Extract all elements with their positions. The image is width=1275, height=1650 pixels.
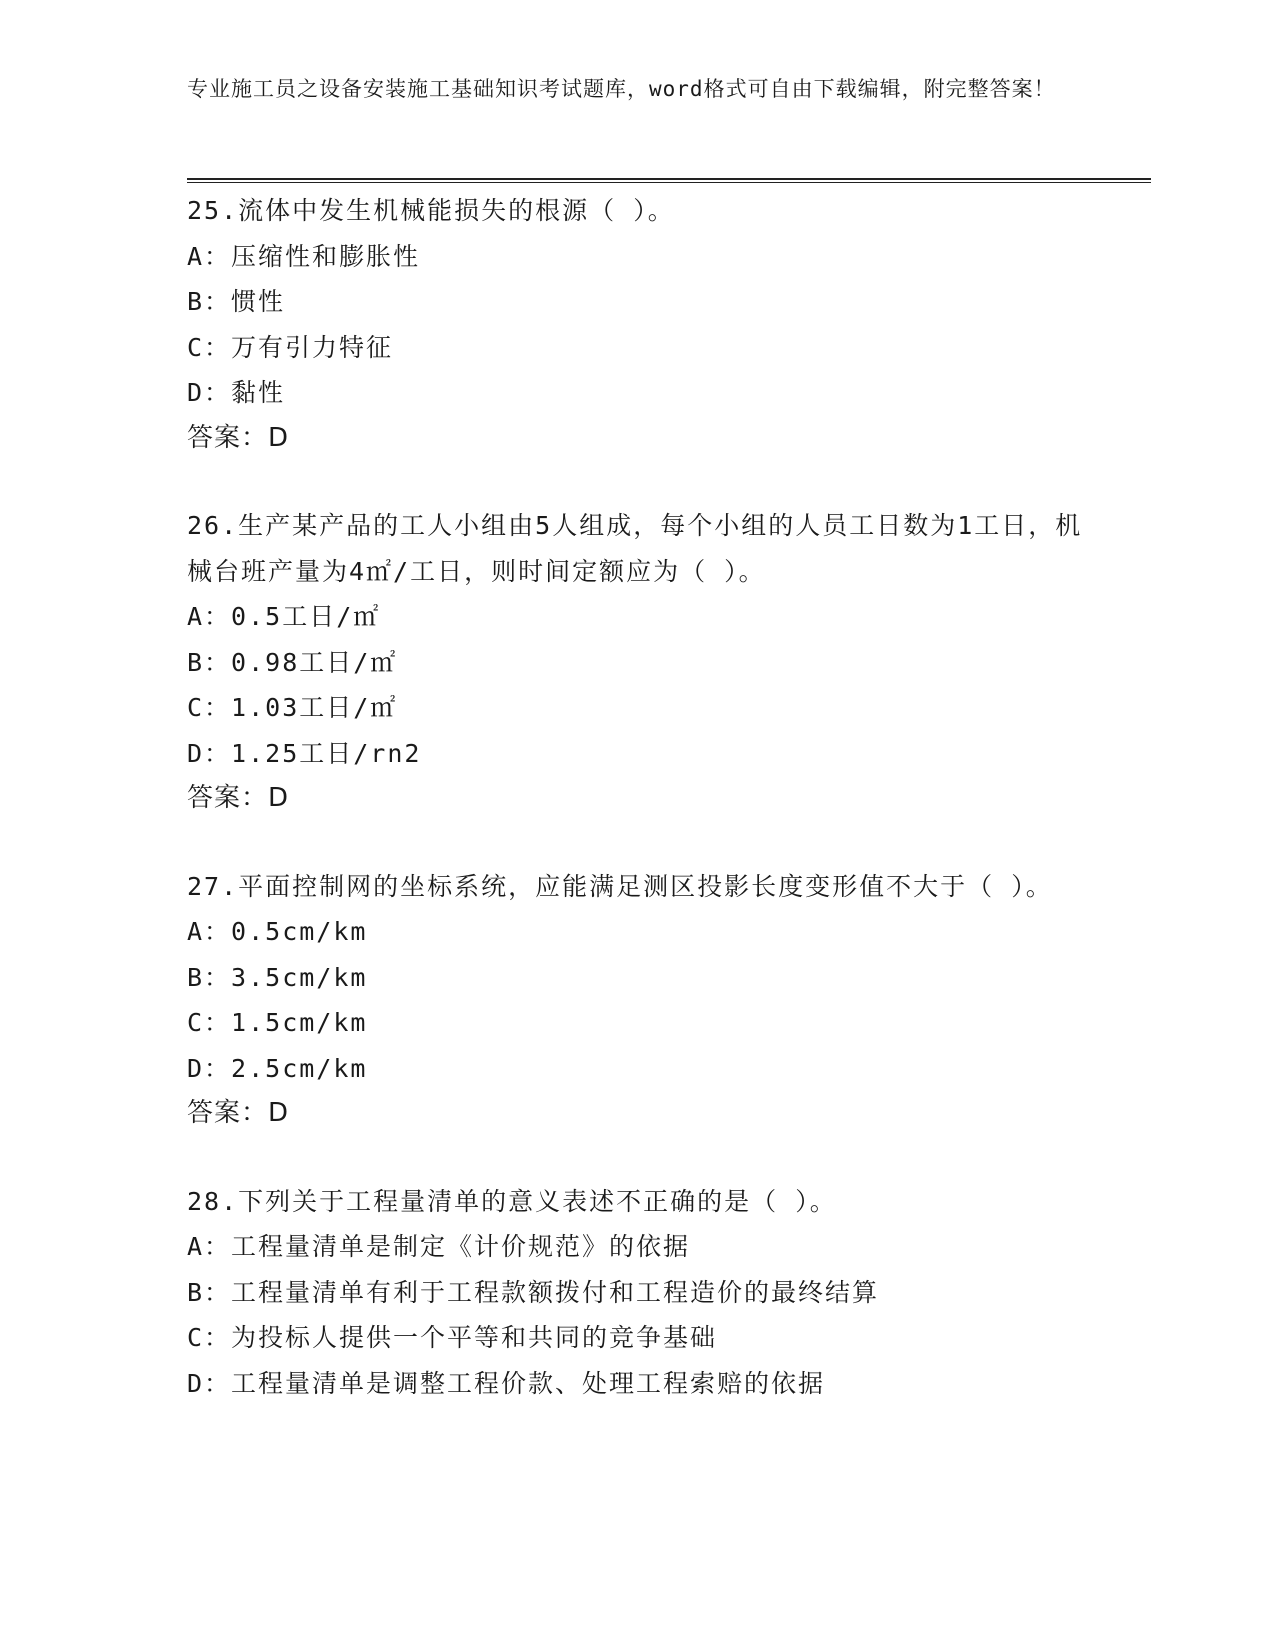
question-text: 25.流体中发生机械能损失的根源（ ）。 xyxy=(187,196,675,225)
option-d: D：2.5cm/km xyxy=(187,1053,368,1083)
option-c: C：1.03工日/㎡ xyxy=(187,693,398,722)
option-b: B：惯性 xyxy=(187,287,286,316)
option-d: D：1.25工日/rn2 xyxy=(187,738,422,768)
question-27 xyxy=(187,864,1087,1137)
option-d: D：黏性 xyxy=(187,378,286,407)
header-divider xyxy=(187,178,1151,183)
question-28 xyxy=(187,1179,1087,1407)
option-a: A：0.5工日/㎡ xyxy=(187,602,381,631)
answer-text: 答案：D xyxy=(187,1098,290,1128)
question-list xyxy=(187,188,1087,1448)
question-text: 28.下列关于工程量清单的意义表述不正确的是（ ）。 xyxy=(187,1186,837,1216)
option-a: A：压缩性和膨胀性 xyxy=(187,241,421,271)
option-b: B：工程量清单有利于工程款额拨付和工程造价的最终结算 xyxy=(187,1277,880,1307)
document-header: 专业施工员之设备安装施工基础知识考试题库，word格式可自由下载编辑，附完整答案！ xyxy=(187,77,1056,101)
option-d: D：工程量清单是调整工程价款、处理工程索赔的依据 xyxy=(187,1368,826,1398)
question-text: 26.生产某产品的工人小组由5人组成，每个小组的人员工日数为1工日，机械台班产量为4㎡/工日，则时间定额应为（ ）。 xyxy=(187,511,1083,586)
question-26 xyxy=(187,503,1087,822)
option-a: A：工程量清单是制定《计价规范》的依据 xyxy=(187,1232,691,1261)
option-c: C：万有引力特征 xyxy=(187,332,394,362)
option-c: C：1.5cm/km xyxy=(187,1008,368,1037)
option-b: B：3.5cm/km xyxy=(187,962,368,992)
option-c: C：为投标人提供一个平等和共同的竞争基础 xyxy=(187,1323,718,1352)
answer-text: 答案：D xyxy=(187,783,290,813)
option-a: A：0.5cm/km xyxy=(187,917,368,946)
answer-text: 答案：D xyxy=(187,422,290,453)
question-25 xyxy=(187,188,1087,461)
question-text: 27.平面控制网的坐标系统，应能满足测区投影长度变形值不大于（ ）。 xyxy=(187,871,1053,901)
option-b: B：0.98工日/㎡ xyxy=(187,647,398,677)
